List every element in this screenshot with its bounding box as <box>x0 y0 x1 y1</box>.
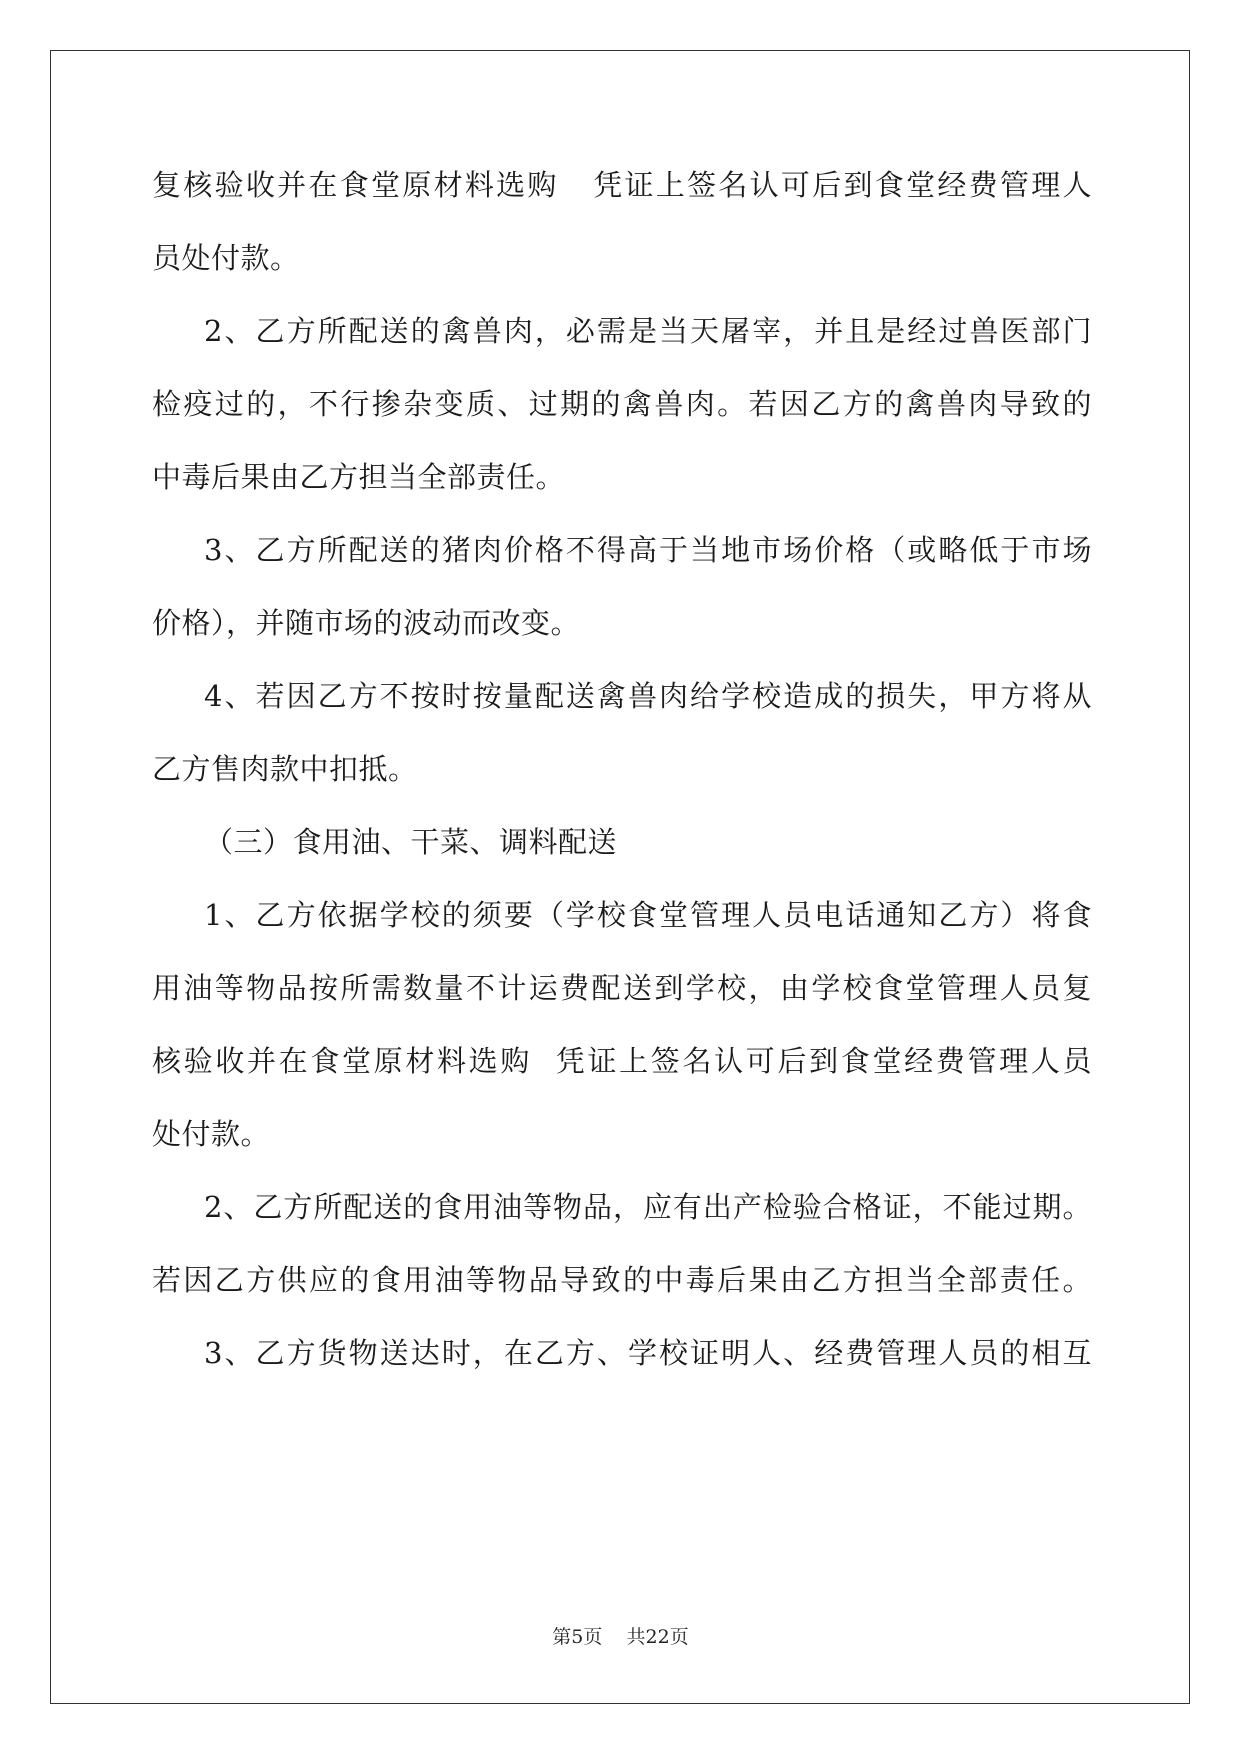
page-number: 第5页 共22页 <box>552 1626 689 1648</box>
text-line: 员处付款。 <box>152 241 300 275</box>
text-line: 乙方售肉款中扣抵。 <box>152 752 418 786</box>
text-line: 价格），并随市场的波动而改变。 <box>152 606 581 640</box>
text-line: 1、乙方依据学校的须要（学校食堂管理人员电话通知乙方）将食 <box>204 898 1092 932</box>
text-line: 3、乙方货物送达时，在乙方、学校证明人、经费管理人员的相互 <box>204 1336 1092 1370</box>
text-line: 若因乙方供应的食用油等物品导致的中毒后果由乙方担当全部责任。 <box>152 1263 1092 1297</box>
text-line: 3、乙方所配送的猪肉价格不得高于当地市场价格（或略低于市场 <box>204 533 1092 567</box>
text-line: 检疫过的，不行掺杂变质、过期的禽兽肉。若因乙方的禽兽肉导致的 <box>152 387 1092 421</box>
page-footer <box>0 1622 1241 1649</box>
text-line: 核验收并在食堂原材料选购 凭证上签名认可后到食堂经费管理人员 <box>152 1044 1092 1078</box>
page-border <box>50 50 1190 1704</box>
text-line: 处付款。 <box>152 1117 271 1151</box>
text-line: 用油等物品按所需数量不计运费配送到学校，由学校食堂管理人员复 <box>152 971 1092 1005</box>
text-line: 2、乙方所配送的禽兽肉，必需是当天屠宰，并且是经过兽医部门 <box>204 314 1092 348</box>
section-heading: （三）食用油、干菜、调料配送 <box>204 825 618 859</box>
text-line: 4、若因乙方不按时按量配送禽兽肉给学校造成的损失，甲方将从 <box>204 679 1092 713</box>
text-line: 复核验收并在食堂原材料选购 凭证上签名认可后到食堂经费管理人 <box>152 168 1092 202</box>
text-line: 2、乙方所配送的食用油等物品，应有出产检验合格证，不能过期。 <box>204 1190 1092 1224</box>
text-line: 中毒后果由乙方担当全部责任。 <box>152 460 566 494</box>
